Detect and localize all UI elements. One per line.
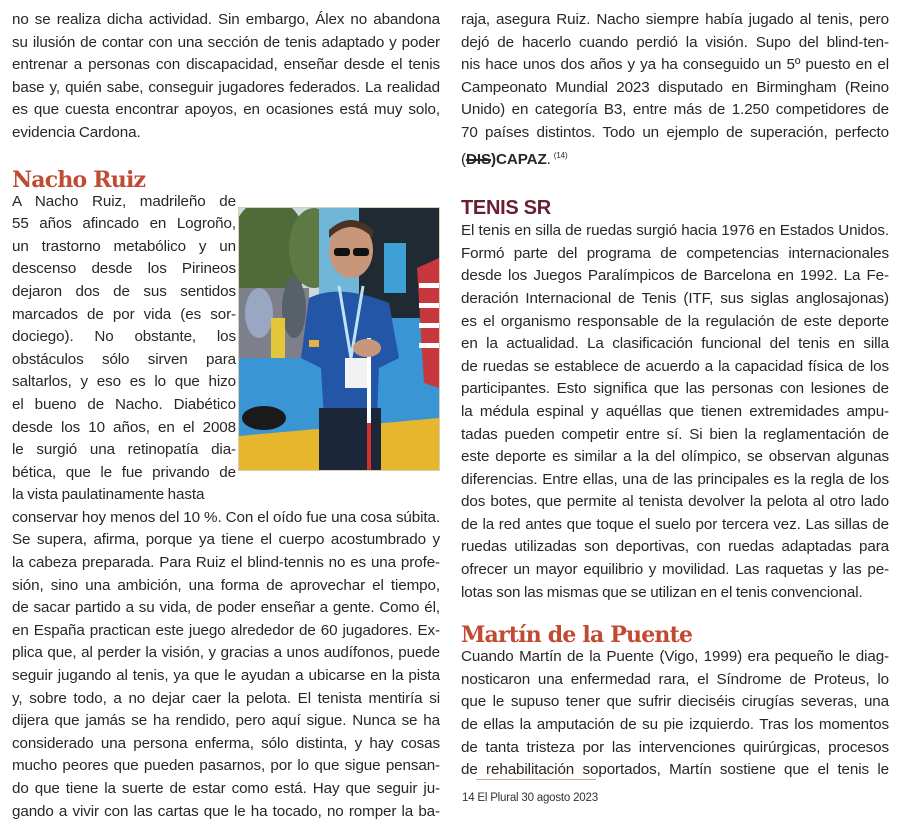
heading-tenis-sr: TENIS SR <box>461 197 551 220</box>
capaz-word: )CAPAZ <box>491 150 547 168</box>
text-line: plica que, al perder la visión, y gracias a unos audífonos, puede <box>12 644 440 662</box>
text-line: de rehabilitación soportados, Martín sostiene que el tenis le <box>461 761 889 779</box>
footnote: 14 El Plural 30 agosto 2023 <box>462 792 598 804</box>
text-line: y, sobre todo, a no dejar caer la pelota. El tenista mentiría si <box>12 689 440 707</box>
closing-line <box>461 145 889 172</box>
nacho-ruiz-photo <box>238 207 440 471</box>
text-line: considerado una persona enferma, sólo distinta, y hay cosas <box>12 734 440 752</box>
right-column <box>461 9 889 782</box>
text-line: deración Internacional de Tenis (ITF, sus siglas anglosajonas) <box>461 289 889 307</box>
text-line: El tenis en silla de ruedas surgió hacia 1976 en Estados Unidos. <box>461 222 889 240</box>
text-line: diferencias. Entre ellas, una de las principales es la regla de los <box>461 470 889 488</box>
text-line: en la actualidad. La clasificación funcional del tenis en silla <box>461 335 889 353</box>
text-line: en España practican este juego alrededor de 60 jugadores. Ex- <box>12 621 440 639</box>
text-line: lotas son las mismas que se utilizan en el tenis convencional. <box>461 583 863 601</box>
martin-paragraph <box>461 646 889 782</box>
text-line: de ruedas se establece de acuerdo a la capacidad física de los <box>461 357 889 375</box>
text-line: le surgió una retinopatía dia- <box>12 441 236 459</box>
text-line: conservar hoy menos del 10 %. Con el oído fue una cosa súbita. <box>12 508 440 526</box>
text-line: la médula espinal y aquéllas que tienen extremidades ampu- <box>461 402 889 420</box>
text-line: mucho peores que pueden pasarnos, por lo que sigue pensan- <box>12 757 440 775</box>
text-line: descenso desde los Pirineos <box>12 260 236 278</box>
text-line: Cuando Martín de la Puente (Vigo, 1999) era pequeño le diag- <box>461 648 889 666</box>
text-line: el bueno de Nacho. Diabético <box>12 395 236 413</box>
closing-period: . <box>546 150 551 168</box>
text-line: raja, asegura Ruiz. Nacho siempre había jugado al tenis, pero <box>461 11 889 28</box>
footnote-ref: (14) <box>553 150 568 160</box>
heading-martin-de-la-puente: Martín de la Puente <box>461 622 693 649</box>
text-line: dijera que jamás se ha rendido, pero aquí sigue. Nunca se ha <box>12 712 440 730</box>
open-paren: ( <box>461 150 466 168</box>
text-line: ofrecer un mayor equilibrio y movilidad. Las raquetas y las pe- <box>461 561 889 579</box>
text-line: bética, que le fue privando de <box>12 463 236 481</box>
text-line: entrenar a personas con discapacidad, enseñar desde el tenis <box>12 56 440 74</box>
text-line: la vista paulatinamente hasta <box>12 486 205 504</box>
footnote-divider <box>476 779 596 780</box>
text-line: desde los Juegos Paralímpicos de Barcelona en 1992. La Fe- <box>461 267 889 285</box>
text-line: dos botes, que permite al tenista devolver la pelota al otro lado <box>461 493 889 511</box>
text-line: participantes. Esto significa que las personas con lesiones de <box>461 380 889 398</box>
nacho-full-paragraph <box>12 507 440 823</box>
text-line: 70 países distintos. Todo un ejemplo de superación, perfecto <box>461 123 889 141</box>
text-line: sión, sino una ambición, una forma de aprovechar el tiempo, <box>12 576 440 594</box>
text-line: un trastorno metabólico y un <box>12 237 236 255</box>
text-line: marcados de por vida (es sor- <box>12 305 236 323</box>
text-line: A Nacho Ruiz, madrileño de <box>12 192 236 210</box>
text-line: nosticaron una enfermedad rara, el Síndrome de Proteus, lo <box>461 670 889 688</box>
text-line: nis hace unos dos años y ya ha conseguido un 5º puesto en el <box>461 56 889 74</box>
text-line: dejaron dos de sus sentidos <box>12 282 236 300</box>
text-line: dejó de hacerlo cuando perdió la visión. Supo del blind-ten- <box>461 33 889 51</box>
text-line: Formó parte del programa de competencias internacionales <box>461 244 889 262</box>
text-line: su ilusión de contar con una sección de tenis adaptado y poder <box>12 33 440 51</box>
text-line: es que cuesta encontrar apoyos, en ocasiones está muy solo, <box>12 101 440 119</box>
text-line: Unido) en categoría B3, entre más de 1.250 competidores de <box>461 101 889 119</box>
struck-prefix: DIS <box>465 150 491 168</box>
text-line: de sacar partido a su vida, de poder enseñar a gente. Como él, <box>12 599 440 617</box>
text-line: 55 años afincado en Logroño, <box>12 215 236 233</box>
text-line: gando a vivir con las cartas que le ha tocado, no romper la ba- <box>12 802 440 820</box>
text-line: es el organismo responsable de la regulación de este deporte <box>461 312 889 330</box>
text-line: do que tiene la suerte de estar como está. Hay que seguir ju- <box>12 780 440 797</box>
text-line: dociego). No obstante, los <box>12 328 236 346</box>
text-line: tadas pueden competir entre sí. Si bien la reglamentación de <box>461 425 889 443</box>
text-line: desde los 10 años, en el 2008 <box>12 418 236 436</box>
text-line: saltarlos, y eso es lo que hizo <box>12 373 236 391</box>
text-line: seguir jugando al tenis, ya que le ayudan a ubicarse en la pista <box>12 667 440 685</box>
text-line: ruedas utilizadas son deportivas, con ruedas adaptadas para <box>461 538 889 556</box>
text-line: de tanta tristeza por las intervenciones quirúrgicas, procesos <box>461 738 889 756</box>
text-line: de ellas la amputación de su pie izquierdo. Tras los momentos <box>461 716 889 734</box>
photo-illustration <box>239 208 439 470</box>
text-line: Se supera, afirma, porque ya tiene el cuerpo acostumbrado y <box>12 531 440 549</box>
text-line: base y, quién sabe, conseguir jugadores federados. La realidad <box>12 78 440 96</box>
text-line: que le supuso tener que sufrir dieciséis cirugías severas, una <box>461 693 889 711</box>
text-line: de la red antes que toque el suelo por tercera vez. Las sillas de <box>461 515 889 533</box>
text-line: la cabeza preparada. Para Ruiz el blind-tennis no es una profe- <box>12 554 440 572</box>
text-line: Campeonato Mundial 2023 disputado en Birmingham (Reino <box>461 78 889 96</box>
text-line: evidencia Cardona. <box>12 123 141 141</box>
text-line: no se realiza dicha actividad. Sin embargo, Álex no abandona <box>12 11 440 28</box>
text-line: obstáculos sólo sirven para <box>12 350 236 368</box>
intro-paragraph <box>12 9 440 145</box>
heading-nacho-ruiz: Nacho Ruiz <box>12 166 146 193</box>
tenis-sr-paragraph <box>461 220 889 604</box>
text-line: este deporte es similar a la del olímpico, se observan algunas <box>461 448 889 466</box>
continuation-paragraph <box>461 9 889 171</box>
